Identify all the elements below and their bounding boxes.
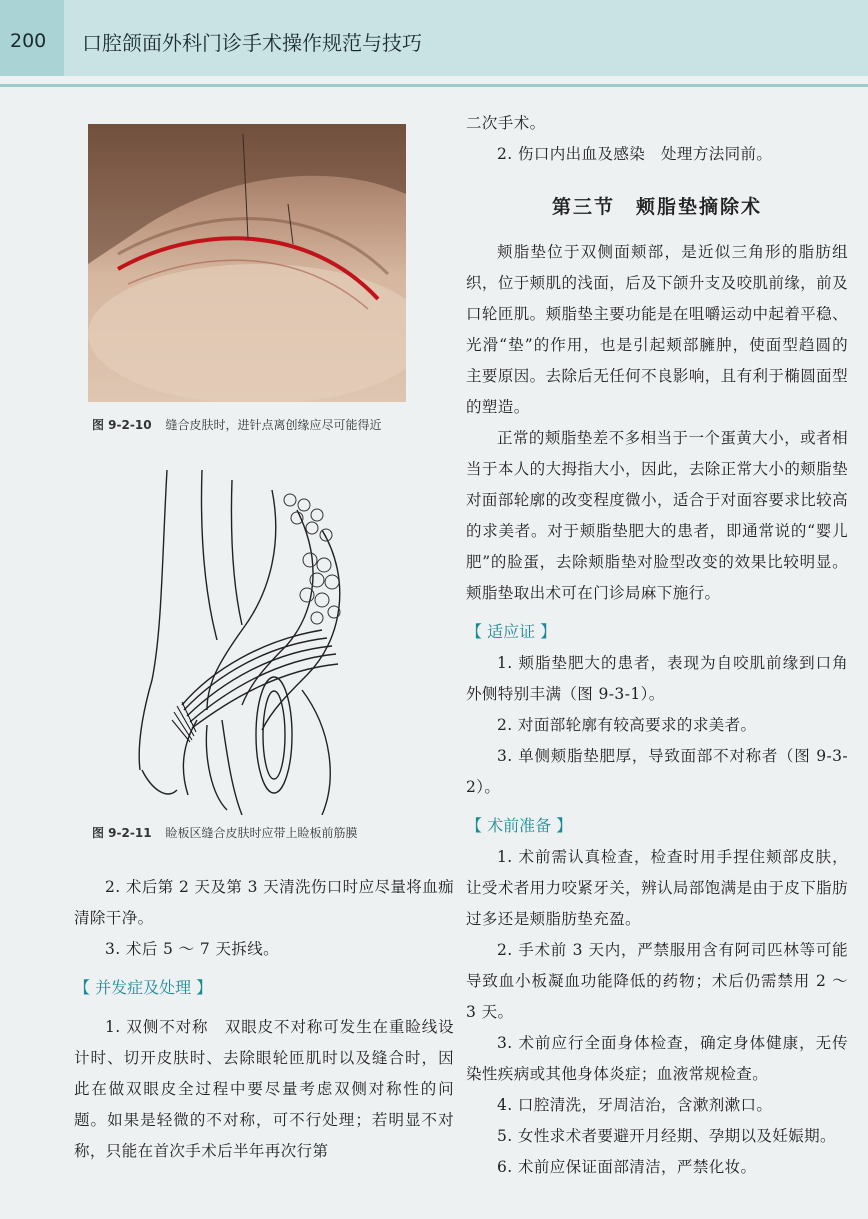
- figure-caption: [92, 824, 358, 841]
- paragraph: 2. 伤口内出血及感染 处理方法同前。: [497, 145, 773, 163]
- figure-caption-text: 睑板区缝合皮肤时应带上睑板前筋膜: [165, 826, 358, 840]
- paragraph: 2. 术后第 2 天及第 3 天清洗伤口时应尽量将血痂清除干净。: [74, 878, 454, 927]
- list-item: 1. 颊脂垫肥大的患者，表现为自咬肌前缘到口角外侧特别丰满（图 9-3-1）。: [466, 654, 848, 703]
- book-title: 口腔颌面外科门诊手术操作规范与技巧: [82, 31, 422, 55]
- page-header: [0, 0, 868, 76]
- list-item: 3. 术前应行全面身体检查，确定身体健康，无传染性疾病或其他身体炎症；血液常规检查。: [466, 1034, 848, 1083]
- complications-heading: 【 并发症及处理 】: [74, 978, 213, 997]
- eyelid-suture-photo: [88, 124, 406, 402]
- eyelid-photo-drawing: [88, 124, 406, 402]
- list-item: 2. 手术前 3 天内，严禁服用含有阿司匹林等可能导致血小板凝血功能降低的药物；术后仍需禁用 2 ～ 3 天。: [466, 941, 848, 1021]
- paragraph: 3. 术后 5 ～ 7 天拆线。: [105, 940, 280, 958]
- figure-label: 图 9-2-11: [92, 826, 152, 840]
- list-item: 3. 单侧颊脂垫肥厚，导致面部不对称者（图 9-3-2）。: [466, 747, 848, 796]
- indications-heading: 【 适应证 】: [466, 622, 557, 641]
- left-text-block: [74, 872, 454, 1167]
- header-divider: [0, 84, 868, 87]
- preop-heading: 【 术前准备 】: [466, 816, 573, 835]
- paragraph: 二次手术。: [466, 114, 546, 132]
- figure-caption-text: 缝合皮肤时，进针点离创缘应尽可能得近: [165, 418, 382, 432]
- right-column: [466, 108, 848, 1183]
- paragraph: 1. 双侧不对称 双眼皮不对称可发生在重睑线设计时、切开皮肤时、去除眼轮匝肌时以及缝合时，因此在做双眼皮全过程中要尽量考虑双侧对称性的问题。如果是轻微的不对称，可不行处理；若明显不对称，只能在首次手术后半年再次行第: [74, 1018, 454, 1160]
- page-number: 200: [10, 30, 47, 52]
- list-item: 6. 术前应保证面部清洁，严禁化妆。: [497, 1158, 757, 1176]
- list-item: 2. 对面部轮廓有较高要求的求美者。: [497, 716, 757, 734]
- eyelid-anatomy-diagram: [122, 470, 362, 815]
- figure-caption: [92, 416, 382, 433]
- paragraph: 颊脂垫位于双侧面颊部，是近似三角形的脂肪组织，位于颊肌的浅面，后及下颌升支及咬肌前缘，前及口轮匝肌。颊脂垫主要功能是在咀嚼运动中起着平稳、光滑“垫”的作用，也是引起颊部臃肿，使面型趋圆的主要原因。去除后无任何不良影响，且有利于椭圆面型的塑造。: [466, 243, 848, 416]
- list-item: 4. 口腔清洗，牙周洁治，含漱剂漱口。: [497, 1096, 773, 1114]
- list-item: 1. 术前需认真检查，检查时用手捏住颊部皮肤，让受术者用力咬紧牙关，辨认局部饱满是由于皮下脂肪过多还是颊脂肪垫充盈。: [466, 848, 848, 928]
- figure-label: 图 9-2-10: [92, 418, 152, 432]
- list-item: 5. 女性求术者要避开月经期、孕期以及妊娠期。: [497, 1127, 836, 1145]
- paragraph: 正常的颊脂垫差不多相当于一个蛋黄大小，或者相当于本人的大拇指大小，因此，去除正常大小的颊脂垫对面部轮廓的改变程度微小，适合于对面容要求比较高的求美者。对于颊脂垫肥大的患者，即通常说的“婴儿肥”的脸蛋，去除颊脂垫对脸型改变的效果比较明显。颊脂垫取出术可在门诊局麻下施行。: [466, 429, 848, 602]
- section-title: 第三节 颊脂垫摘除术: [551, 196, 762, 218]
